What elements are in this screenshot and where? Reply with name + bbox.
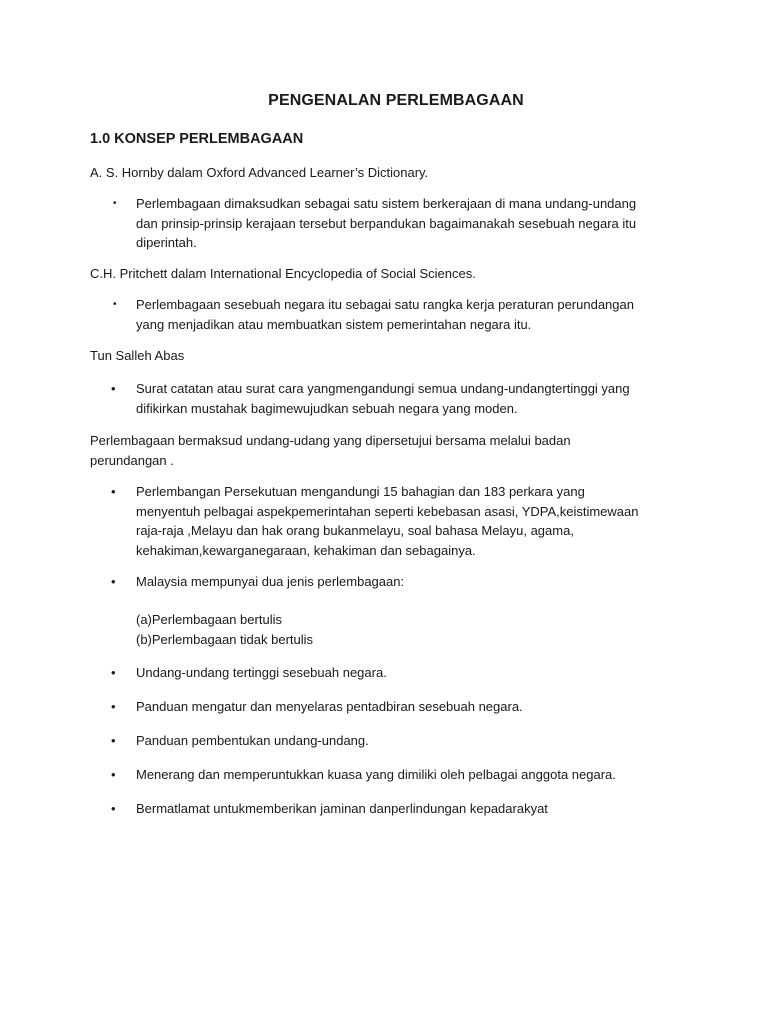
bullet-line: dan prinsip-prinsip kerajaan tersebut berpandukan bagaimanakah sesebuah negara itu — [136, 215, 637, 231]
bullet-line: raja-raja ,Melayu dan hak orang bukanmelayu, soal bahasa Melayu, agama, — [136, 523, 574, 538]
bullet-text: Undang-undang tertinggi sesebuah negara. — [136, 665, 387, 680]
bullet-text — [136, 194, 676, 253]
bullet-icon: • — [111, 733, 116, 748]
sub-item: (b)Perlembagaan tidak bertulis — [136, 631, 314, 647]
bullet-icon: • — [111, 381, 116, 396]
bullet-line: difikirkan mustahak bagimewujudkan sebuah negara yang moden. — [136, 400, 518, 416]
bullet-line: Perlembangan Persekutuan mengandungi 15 bahagian dan 183 perkara yang — [136, 484, 585, 499]
bullet-text: Malaysia mempunyai dua jenis perlembagaan: — [136, 574, 405, 589]
bullet-text: Menerang dan memperuntukkan kuasa yang dimiliki oleh pelbagai anggota negara. — [136, 767, 616, 782]
bullet-line: diperintah. — [136, 235, 197, 250]
bullet-icon: • — [111, 699, 116, 714]
bullet-line: kehakiman,kewarganegaraan, kehakiman dan sebagainya. — [136, 542, 476, 558]
bullet-text — [136, 482, 676, 560]
bullet-text: Panduan mengatur dan menyelaras pentadbiran sesebuah negara. — [136, 699, 523, 714]
bullet-line: Perlembagaan dimaksudkan sebagai satu sistem berkerajaan di mana undang-undang — [136, 196, 637, 211]
definition-paragraph — [90, 431, 680, 471]
sub-list — [136, 610, 676, 649]
paragraph-line: Perlembagaan bermaksud undang-udang yang dipersetujui bersama melalui badan — [90, 433, 571, 448]
page-title: PENGENALAN PERLEMBAGAAN — [268, 92, 524, 109]
bullet-icon: • — [113, 198, 117, 209]
bullet-line: yang menjadikan atau membuatkan sistem pemerintahan negara itu. — [136, 316, 532, 332]
bullet-text: Panduan pembentukan undang-undang. — [136, 733, 369, 748]
bullet-icon: • — [111, 574, 116, 589]
bullet-line: Perlembagaan sesebuah negara itu sebagai satu rangka kerja peraturan perundangan — [136, 297, 634, 312]
bullet-line: Surat catatan atau surat cara yangmengandungi semua undang-undangtertinggi yang — [136, 381, 630, 396]
sub-item: (a)Perlembagaan bertulis — [136, 612, 282, 627]
bullet-line: menyentuh pelbagai aspekpemerintahan seperti kebebasan asasi, YDPA,keistimewaan — [136, 503, 639, 519]
section-heading: 1.0 KONSEP PERLEMBAGAAN — [90, 131, 304, 147]
bullet-text: Bermatlamat untukmemberikan jaminan danperlindungan kepadarakyat — [136, 801, 548, 816]
bullet-text — [136, 379, 676, 418]
bullet-icon: • — [111, 665, 116, 680]
bullet-icon: • — [111, 801, 116, 816]
source-hornby: A. S. Hornby dalam Oxford Advanced Learner’s Dictionary. — [90, 165, 429, 180]
source-salleh-abas: Tun Salleh Abas — [90, 348, 185, 363]
paragraph-line: perundangan . — [90, 453, 174, 468]
bullet-text — [136, 295, 676, 334]
bullet-icon: • — [111, 484, 116, 499]
source-pritchett: C.H. Pritchett dalam International Encyclopedia of Social Sciences. — [90, 266, 476, 281]
bullet-icon: • — [111, 767, 116, 782]
bullet-icon: • — [113, 299, 117, 310]
